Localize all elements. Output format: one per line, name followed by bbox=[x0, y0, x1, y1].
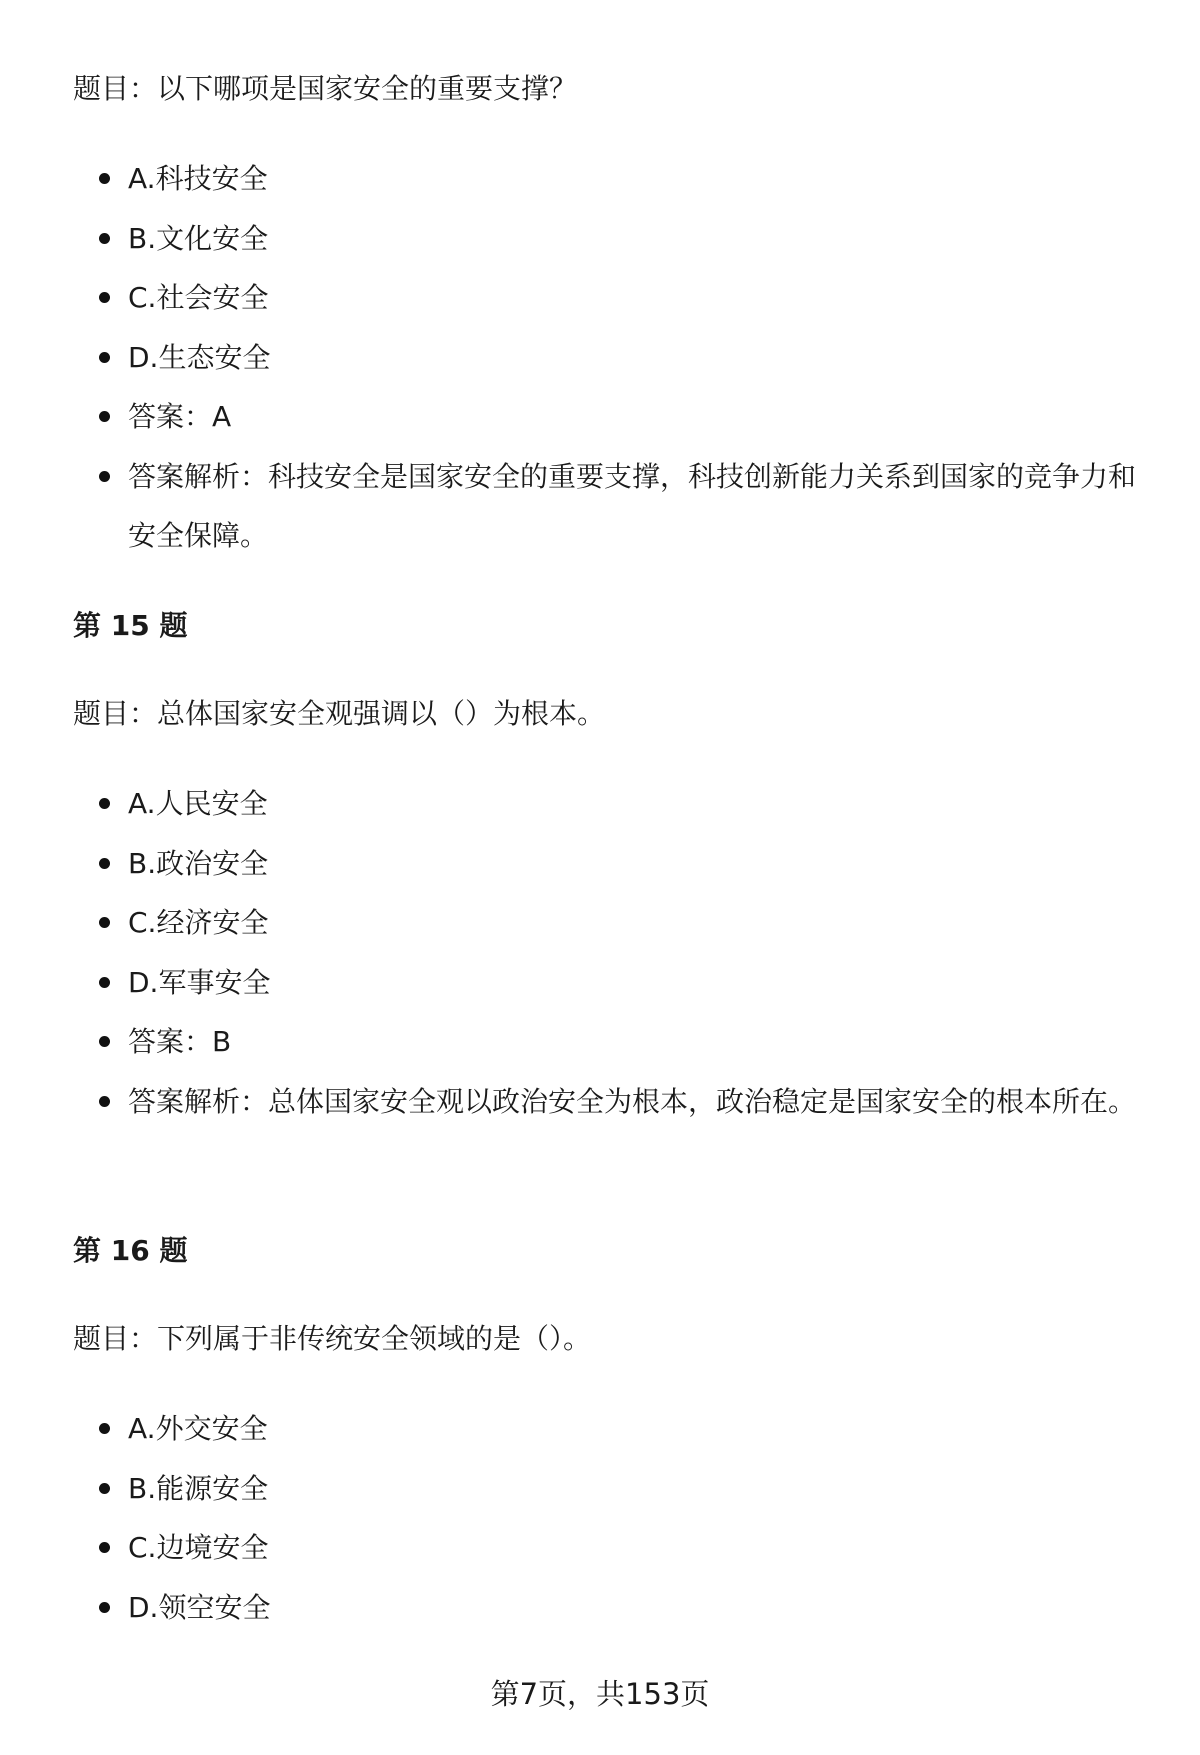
option-item: B.文化安全 bbox=[0, 209, 1148, 269]
question-stem: 题目：以下哪项是国家安全的重要支撑？ bbox=[73, 72, 578, 105]
option-item: A.外交安全 bbox=[0, 1399, 1148, 1459]
answer-item: 答案：A bbox=[0, 387, 1148, 447]
option-item: C.边境安全 bbox=[0, 1518, 1148, 1578]
option-list bbox=[0, 774, 1148, 1131]
question-heading: 第 16 题 bbox=[73, 1234, 188, 1267]
option-list bbox=[0, 1399, 1148, 1637]
explanation-item: 答案解析：总体国家安全观以政治安全为根本，政治稳定是国家安全的根本所在。 bbox=[0, 1072, 1148, 1132]
question-stem: 题目：总体国家安全观强调以（）为根本。 bbox=[73, 697, 606, 730]
option-item: D.军事安全 bbox=[0, 953, 1148, 1013]
option-list bbox=[0, 149, 1148, 566]
page-number: 第7页，共153页 bbox=[490, 1677, 710, 1711]
question-heading: 第 15 题 bbox=[73, 609, 188, 642]
option-item: A.人民安全 bbox=[0, 774, 1148, 834]
option-item: B.能源安全 bbox=[0, 1459, 1148, 1519]
option-item: D.生态安全 bbox=[0, 328, 1148, 388]
explanation-item: 答案解析：科技安全是国家安全的重要支撑，科技创新能力关系到国家的竞争力和安全保障。 bbox=[0, 447, 1148, 566]
option-item: C.经济安全 bbox=[0, 893, 1148, 953]
option-item: B.政治安全 bbox=[0, 834, 1148, 894]
question-stem: 题目：下列属于非传统安全领域的是（）。 bbox=[73, 1322, 592, 1355]
option-item: D.领空安全 bbox=[0, 1578, 1148, 1638]
answer-item: 答案：B bbox=[0, 1012, 1148, 1072]
option-item: A.科技安全 bbox=[0, 149, 1148, 209]
option-item: C.社会安全 bbox=[0, 268, 1148, 328]
